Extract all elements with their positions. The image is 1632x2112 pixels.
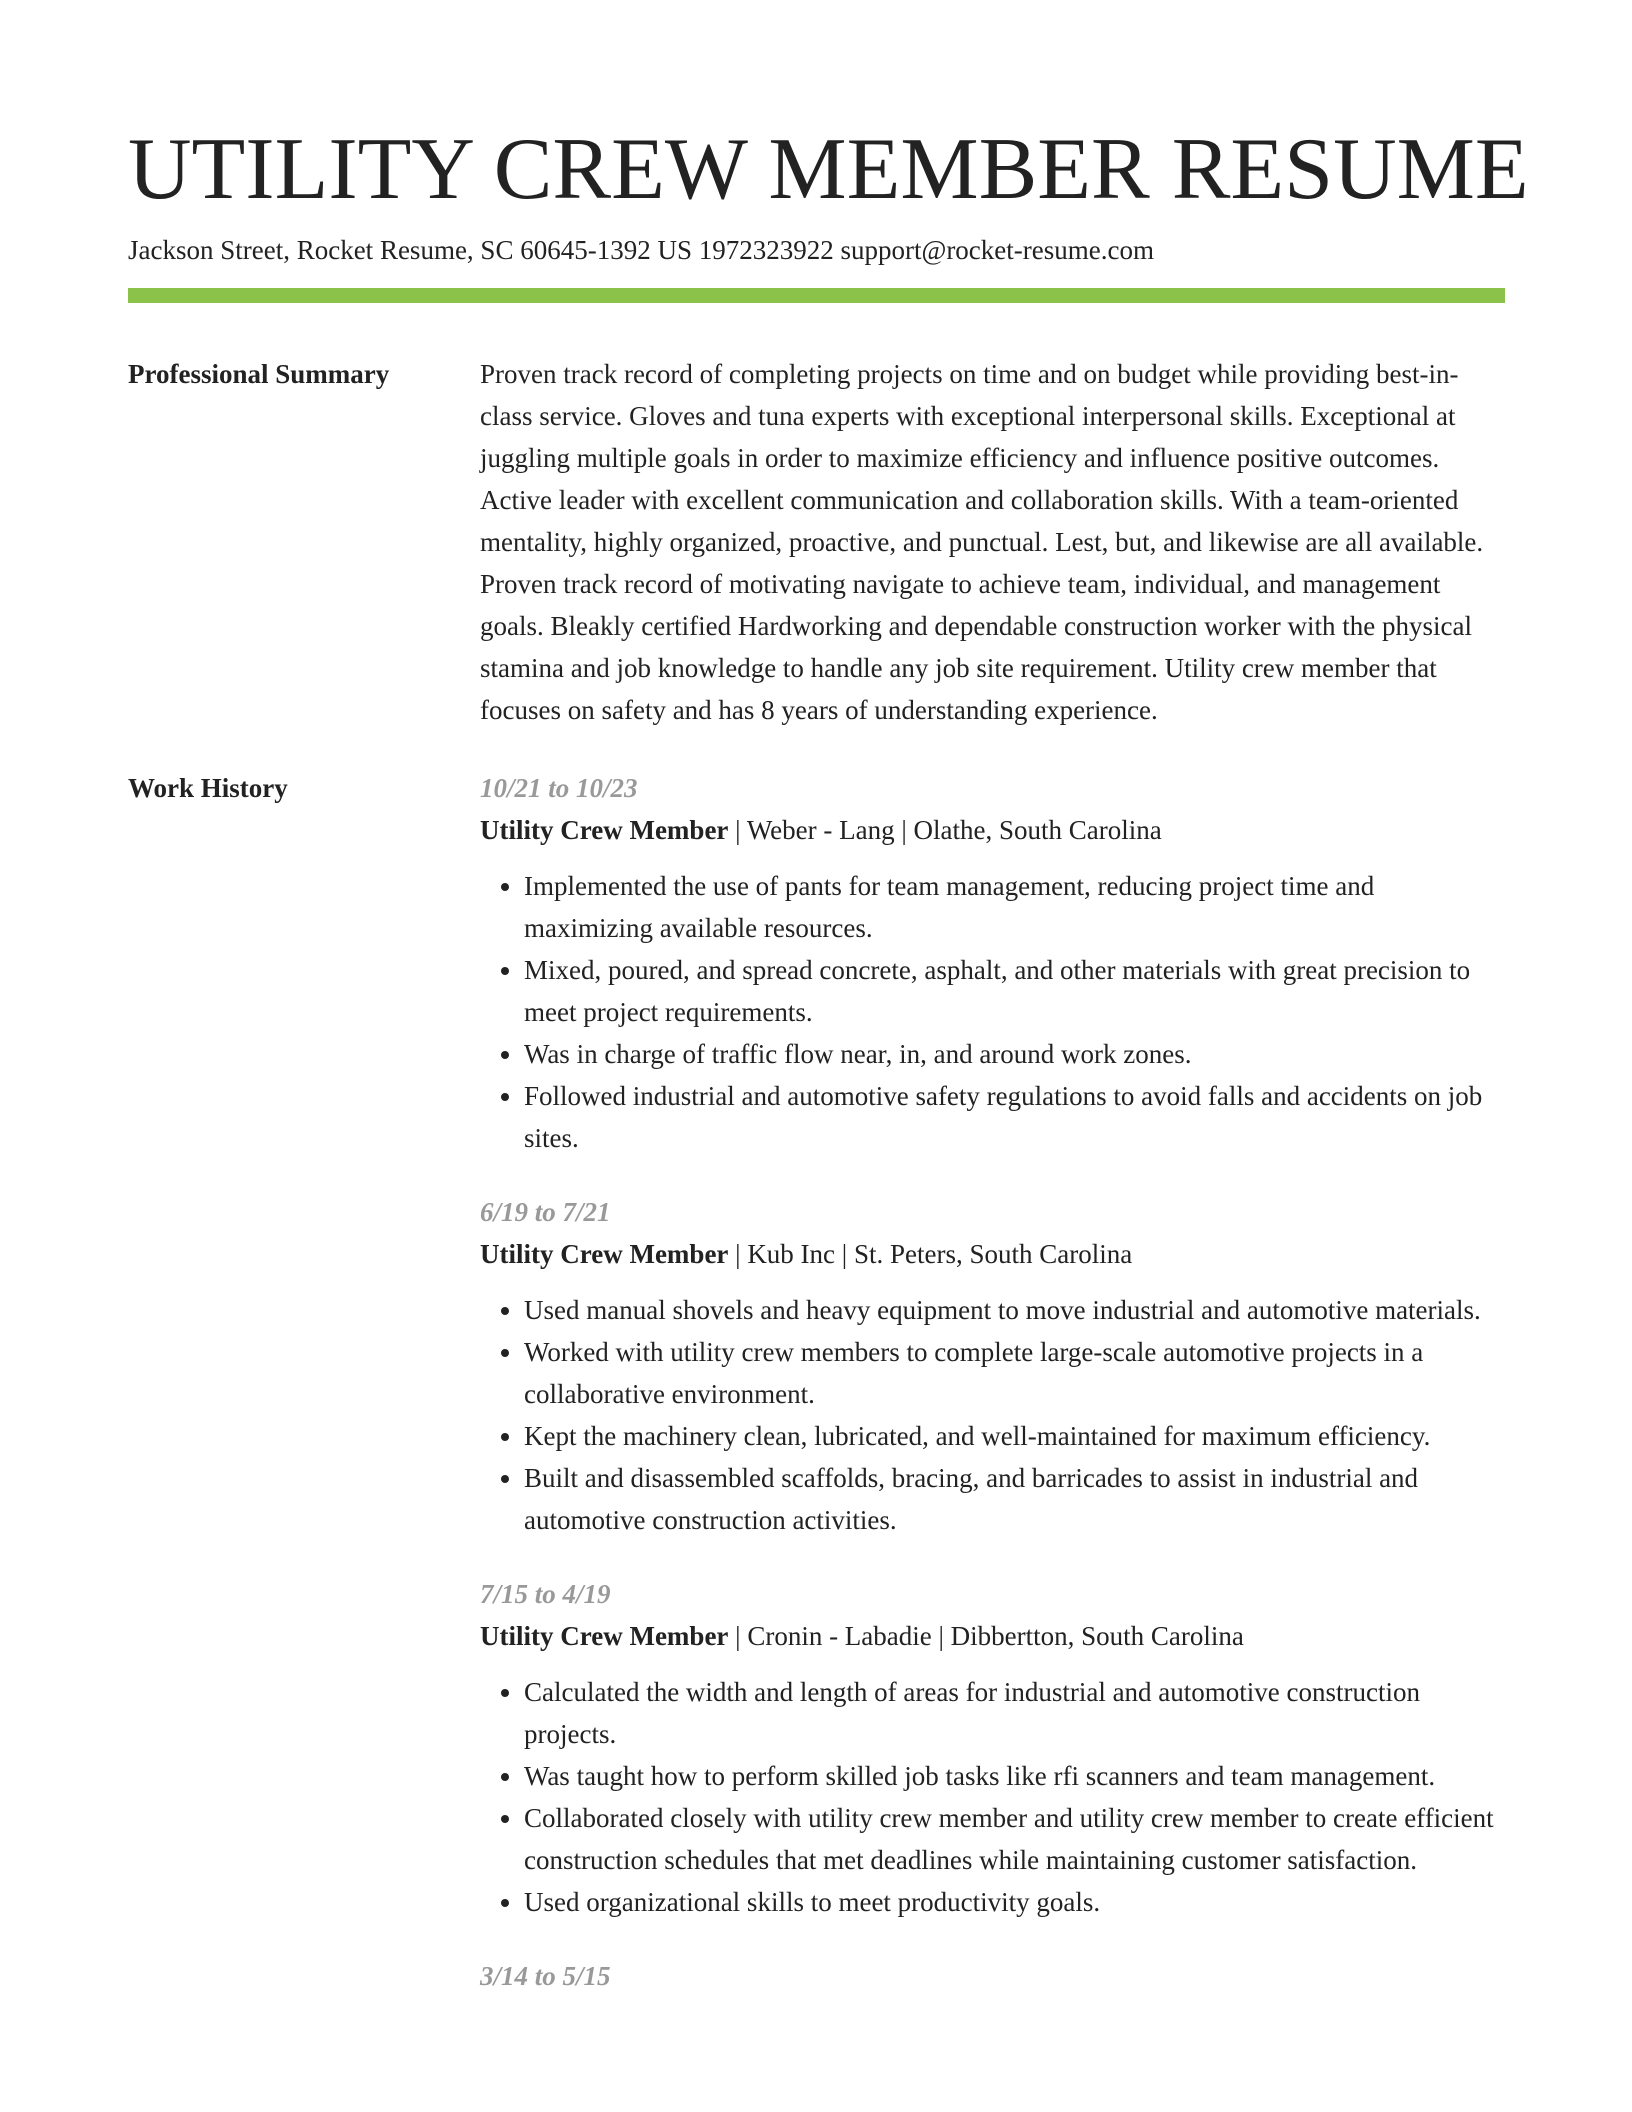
job-separator: |	[835, 1239, 854, 1269]
job-bullet: • Was taught how to perform skilled job tasks like rfi scanners and team management.	[524, 1755, 1505, 1797]
job-bullet: • Built and disassembled scaffolds, bracing, and barricades to assist in industrial and automotive construction activities.	[524, 1457, 1505, 1541]
job-entry	[480, 1955, 1505, 1997]
work-history-section	[128, 767, 1505, 2029]
work-history-label: Work History	[128, 773, 288, 803]
summary-body	[480, 353, 1505, 731]
job-bullet: • Calculated the width and length of areas for industrial and automotive construction projects.	[524, 1671, 1505, 1755]
job-bullet: • Was in charge of traffic flow near, in, and around work zones.	[524, 1033, 1505, 1075]
job-separator: |	[728, 1239, 748, 1269]
job-bullet-list	[480, 1671, 1505, 1923]
job-bullet-list	[480, 1289, 1505, 1541]
work-history-body	[480, 767, 1505, 2029]
job-separator: |	[728, 815, 747, 845]
accent-rule	[128, 288, 1505, 303]
job-company: Cronin - Labadie	[747, 1621, 932, 1651]
job-separator: |	[931, 1621, 951, 1651]
job-entry	[480, 1573, 1505, 1923]
job-bullet: • Followed industrial and automotive safety regulations to avoid falls and accidents on job sites.	[524, 1075, 1505, 1159]
job-dates: 10/21 to 10/23	[480, 773, 638, 803]
job-title: Utility Crew Member	[480, 1239, 729, 1269]
job-bullet-list	[480, 865, 1505, 1159]
summary-section	[128, 353, 1505, 731]
job-bullet: • Implemented the use of pants for team management, reducing project time and maximizing available resources.	[524, 865, 1505, 949]
resume-title: UTILITY CREW MEMBER RESUME	[128, 121, 1529, 218]
job-bullet: • Worked with utility crew members to complete large-scale automotive projects in a collaborative environment.	[524, 1331, 1505, 1415]
job-dates: 7/15 to 4/19	[480, 1579, 611, 1609]
job-bullet: • Mixed, poured, and spread concrete, asphalt, and other materials with great precision to meet project requirements.	[524, 949, 1505, 1033]
job-bullet: • Kept the machinery clean, lubricated, and well-maintained for maximum efficiency.	[524, 1415, 1505, 1457]
summary-label: Professional Summary	[128, 359, 390, 389]
resume-page	[128, 118, 1529, 2029]
job-dates: 6/19 to 7/21	[480, 1197, 611, 1227]
job-location: Olathe, South Carolina	[913, 815, 1162, 845]
job-bullet: • Used organizational skills to meet productivity goals.	[524, 1881, 1505, 1923]
job-company: Weber - Lang	[746, 815, 895, 845]
job-heading	[480, 1615, 1505, 1657]
job-heading	[480, 1233, 1505, 1275]
job-bullet: • Collaborated closely with utility crew member and utility crew member to create efficient construction schedules that met deadlines while maintaining customer satisfaction.	[524, 1797, 1505, 1881]
job-dates: 3/14 to 5/15	[480, 1961, 611, 1991]
summary-text: Proven track record of completing projects on time and on budget while providing best-in-class service. Gloves and tuna experts with exceptional interpersonal skills. Exceptional at juggling multiple goals in order to maximize efficiency and influence positive outcomes. Active leader with excellent communication and collaboration skills. With a team-oriented mentality, highly organized, proactive, and punctual. Lest, but, and likewise are all available. Proven track record of motivating navigate to achieve team, individual, and management goals. Bleakly certified Hardworking and dependable construction worker with the physical stamina and job knowledge to handle any job site requirement. Utility crew member that focuses on safety and has 8 years of understanding experience.	[480, 359, 1484, 725]
contact-line: Jackson Street, Rocket Resume, SC 60645-1392 US 1972323922 support@rocket-resume.com	[128, 235, 1154, 265]
job-company: Kub Inc	[747, 1239, 836, 1269]
job-location: St. Peters, South Carolina	[853, 1239, 1133, 1269]
job-entry	[480, 1191, 1505, 1541]
job-heading	[480, 809, 1505, 851]
job-entry	[480, 767, 1505, 1159]
job-separator: |	[894, 815, 914, 845]
job-location: Dibbertton, South Carolina	[950, 1621, 1244, 1651]
job-title: Utility Crew Member	[480, 815, 729, 845]
job-bullet: • Used manual shovels and heavy equipment to move industrial and automotive materials.	[524, 1289, 1505, 1331]
job-separator: |	[728, 1621, 748, 1651]
job-title: Utility Crew Member	[480, 1621, 729, 1651]
